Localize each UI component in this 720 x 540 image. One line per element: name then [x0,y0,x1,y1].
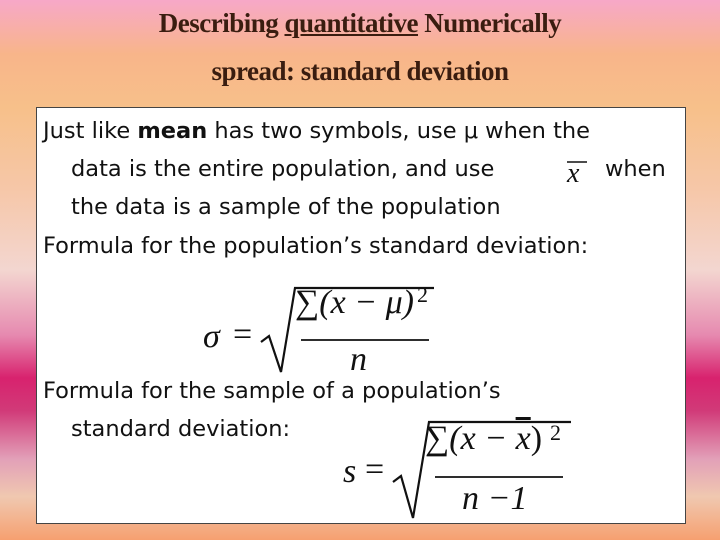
sample-sum-symbol: ∑ [425,420,450,457]
text-line-2: data is the entire population, and use [71,156,495,182]
text-p1-pre: Just like [43,118,138,144]
pop-exponent: 2 [417,282,428,307]
sample-numerator [425,420,542,458]
slide-title [0,8,720,39]
text-p1-bold: mean [137,118,208,144]
sample-exponent: 2 [550,420,561,445]
xbar-overline [565,160,595,164]
text-line-2-end: when [605,156,666,182]
pop-equals: = [233,316,253,353]
pop-denominator: n [350,341,367,378]
title-pre: Describing [158,8,285,38]
text-line-3: the data is a sample of the population [71,194,501,220]
pop-lhs-sigma: σ [203,318,220,355]
xbar-letter: x [567,158,580,189]
sample-equals: = [365,451,385,488]
sample-numerator-pre: (x − [449,420,516,457]
slide-subtitle: spread: standard deviation [211,56,509,86]
title-post: Numerically [418,8,562,38]
sample-lhs-s: s [343,453,357,490]
pop-numerator-expr: (x − μ) [319,284,414,321]
text-p1-post: has two symbols, use μ when the [207,118,591,144]
population-formula-label: Formula for the population’s standard deviation: [43,233,589,259]
content-box [36,107,686,524]
sample-numerator-post: ) [530,420,543,457]
sample-denominator: n −1 [462,480,528,517]
pop-sum-symbol: ∑ [295,284,320,321]
pop-numerator [295,284,414,322]
sample-formula-label-line-2: standard deviation: [71,416,291,442]
sample-formula-label-line-1: Formula for the sample of a population’s [43,378,501,404]
title-underlined: quantitative [284,8,419,38]
sample-numerator-xbar: $\overline{x}$ [515,420,531,457]
text-line-1 [43,118,590,144]
